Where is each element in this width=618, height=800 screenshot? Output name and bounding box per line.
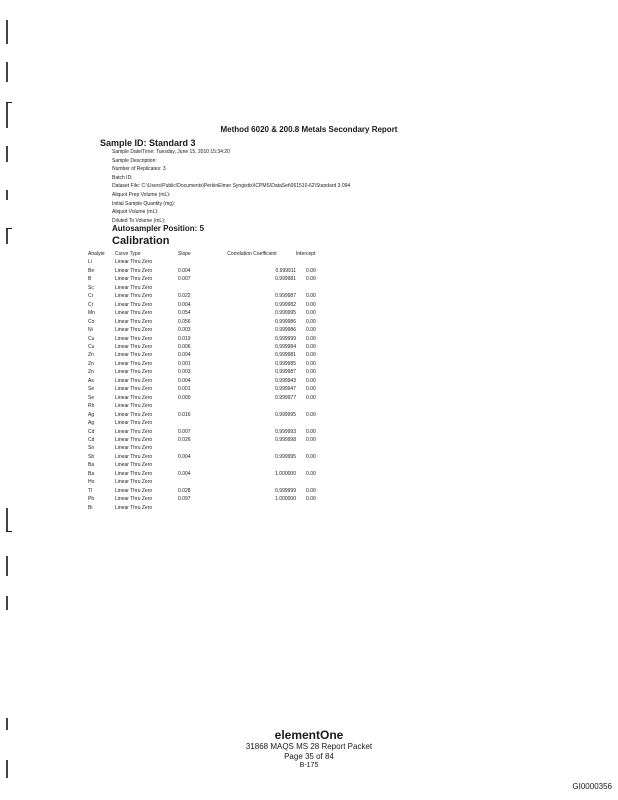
table-row [88,326,326,334]
cell-analyte: Ni [88,327,93,334]
cell-intercept: 0.00 [306,377,316,384]
table-row [88,495,326,503]
cell-slope: 0.022 [178,293,191,300]
cell-slope: 0.016 [178,411,191,418]
table-row [88,343,326,351]
cell-correlation [208,284,296,292]
table-row [88,385,326,393]
cell-analyte: Mn [88,310,95,317]
binding-mark [6,228,8,244]
cell-correlation: 1.000000 [275,496,296,503]
cell-analyte: Ba [88,470,95,477]
calibration-table [88,250,326,512]
meta-sample-description: Sample Description: [112,157,157,164]
cell-slope: 0.000 [178,394,191,401]
table-row [88,428,326,436]
cell-intercept: 0.00 [306,436,316,443]
table-row [88,411,326,419]
cell-slope: 0.001 [178,386,191,393]
cell-correlation: 0.999995 [275,411,296,418]
cell-curve-type: Linear Thru Zero [115,470,153,477]
cell-slope [178,444,208,452]
cell-intercept [296,258,326,266]
cell-analyte: B [88,276,92,283]
cell-intercept: 0.00 [306,343,316,350]
cell-slope: 0.019 [178,335,191,342]
table-row [88,318,326,326]
table-row [88,419,326,427]
cell-curve-type: Linear Thru Zero [115,284,153,291]
cell-analyte: Be [88,267,95,274]
cell-correlation: 0.999995 [275,310,296,317]
cell-correlation [208,419,296,427]
cell-intercept: 0.00 [306,318,316,325]
column-header-correlation: Correlation Coefficient [227,251,277,257]
report-title: Method 6020 & 200.8 Metals Secondary Report [220,125,398,134]
brand-name: elementOne [274,728,344,742]
cell-slope: 0.004 [178,377,191,384]
cell-slope: 0.003 [178,369,191,376]
cell-intercept [296,504,326,512]
cell-correlation: 0.999987 [275,369,296,376]
cell-correlation: 0.999985 [275,360,296,367]
cell-curve-type: Linear Thru Zero [115,335,153,342]
cell-slope: 0.004 [178,301,191,308]
cell-correlation: 0.999998 [275,436,296,443]
cell-curve-type: Linear Thru Zero [115,403,153,410]
cell-slope: 0.054 [178,310,191,317]
binding-mark [6,102,12,103]
table-row [88,478,326,486]
meta-dataset-file: Dataset File: C:\Users\Public\Documents\PerkinElmer Syngistix\ICPMS\DataSet\061510-62\Standard 3.094 [112,183,351,190]
cell-correlation: 0.999986 [275,318,296,325]
cell-correlation: 0.999981 [275,276,296,283]
cell-analyte: Zn [88,369,94,376]
cell-intercept: 0.00 [306,394,316,401]
table-row [88,301,326,309]
cell-slope: 0.097 [178,496,191,503]
table-row [88,470,326,478]
cell-slope: 0.007 [178,428,191,435]
bates-b-number: B-175 [299,762,319,769]
cell-slope: 0.056 [178,318,191,325]
table-row [88,453,326,461]
cell-curve-type: Linear Thru Zero [115,496,153,503]
cell-intercept: 0.00 [306,386,316,393]
binding-mark [6,596,8,610]
cell-intercept: 0.00 [306,293,316,300]
cell-correlation: 1.000000 [275,470,296,477]
cell-intercept: 0.00 [306,453,316,460]
cell-intercept: 0.00 [306,360,316,367]
cell-intercept: 0.00 [306,428,316,435]
cell-analyte: Ba [88,462,95,469]
table-row [88,368,326,376]
table-row [88,275,326,283]
table-row [88,444,326,452]
cell-analyte: Cr [88,293,94,300]
cell-correlation: 0.999999 [275,335,296,342]
cell-slope: 0.004 [178,267,191,274]
cell-correlation [208,504,296,512]
cell-curve-type: Linear Thru Zero [115,411,153,418]
cell-correlation: 0.999986 [275,327,296,334]
cell-intercept: 0.00 [306,301,316,308]
cell-analyte: Cu [88,335,95,342]
cell-curve-type: Linear Thru Zero [115,445,153,452]
cell-correlation [208,258,296,266]
cell-intercept: 0.00 [306,335,316,342]
table-header-row [88,250,326,258]
cell-correlation: 0.999987 [275,293,296,300]
cell-curve-type: Linear Thru Zero [115,293,153,300]
binding-mark [6,20,8,44]
cell-intercept [296,461,326,469]
cell-curve-type: Linear Thru Zero [115,301,153,308]
report-packet-label: 31868 MAQS MS 28 Report Packet [245,742,373,751]
cell-slope: 0.006 [178,343,191,350]
cell-intercept [296,444,326,452]
column-header-curve-type: Curve Type [115,251,141,257]
cell-correlation: 0.999993 [275,428,296,435]
cell-intercept: 0.00 [306,470,316,477]
cell-analyte: Li [88,259,92,266]
cell-analyte: Cd [88,436,95,443]
table-row [88,504,326,512]
cell-curve-type: Linear Thru Zero [115,377,153,384]
column-header-slope: Slope [178,251,191,257]
cell-curve-type: Linear Thru Zero [115,386,153,393]
cell-curve-type: Linear Thru Zero [115,327,153,334]
cell-analyte: Cu [88,343,95,350]
binding-mark [6,62,8,82]
cell-intercept: 0.00 [306,276,316,283]
cell-intercept [296,419,326,427]
table-row [88,487,326,495]
cell-analyte: Ag [88,420,95,427]
cell-slope [178,419,208,427]
cell-analyte: Se [88,386,95,393]
table-row [88,351,326,359]
cell-curve-type: Linear Thru Zero [115,360,153,367]
binding-mark [6,190,8,200]
meta-aliquot-prep-volume: Aliquot Prep Volume (mL): [112,191,171,198]
cell-curve-type: Linear Thru Zero [115,267,153,274]
cell-intercept: 0.00 [306,487,316,494]
cell-slope: 0.001 [178,360,191,367]
binding-mark [6,146,8,162]
meta-initial-quantity: Initial Sample Quantity (mg): [112,200,176,207]
cell-analyte: Se [88,394,95,401]
cell-analyte: Sb [88,453,95,460]
meta-aliquot-volume: Aliquot Volume (mL): [112,209,159,216]
cell-correlation: 0.999981 [275,352,296,359]
cell-correlation [208,478,296,486]
cell-intercept: 0.00 [306,310,316,317]
cell-slope: 0.004 [178,470,191,477]
cell-analyte: Bi [88,504,93,511]
cell-analyte: Zn [88,360,94,367]
table-row [88,267,326,275]
meta-replicates: Number of Replicates: 3 [112,166,166,173]
meta-batch-id: Batch ID: [112,174,133,181]
cell-curve-type: Linear Thru Zero [115,369,153,376]
cell-curve-type: Linear Thru Zero [115,428,153,435]
calibration-heading: Calibration [112,235,170,247]
cell-intercept: 0.00 [306,267,316,274]
cell-analyte: Pb [88,496,95,503]
table-row [88,402,326,410]
column-header-analyte: Analyte [88,251,105,257]
autosampler-position: Autosampler Position: 5 [112,224,205,233]
cell-analyte: Sc [88,284,94,291]
cell-analyte: Zn [88,352,94,359]
cell-slope [178,402,208,410]
cell-curve-type: Linear Thru Zero [115,504,153,511]
cell-analyte: Cd [88,428,95,435]
cell-correlation: 0.999911 [275,267,296,274]
cell-curve-type: Linear Thru Zero [115,487,153,494]
cell-curve-type: Linear Thru Zero [115,310,153,317]
cell-slope: 0.004 [178,352,191,359]
report-footer [0,728,618,769]
cell-intercept [296,478,326,486]
cell-slope [178,504,208,512]
cell-curve-type: Linear Thru Zero [115,479,153,486]
table-row [88,436,326,444]
column-header-intercept: Intercept [296,251,316,257]
cell-curve-type: Linear Thru Zero [115,394,153,401]
cell-slope: 0.026 [178,436,191,443]
table-row [88,335,326,343]
cell-correlation: 0.999947 [275,386,296,393]
cell-slope [178,284,208,292]
cell-correlation: 0.999995 [275,453,296,460]
table-row [88,258,326,266]
cell-slope: 0.003 [178,327,191,334]
cell-intercept: 0.00 [306,352,316,359]
sample-metadata [112,148,350,225]
cell-correlation: 0.999982 [275,301,296,308]
cell-analyte: Rh [88,403,95,410]
binding-mark [6,508,8,532]
binding-mark [6,531,12,532]
table-row [88,461,326,469]
cell-analyte: Ho [88,479,95,486]
binding-mark [6,556,8,576]
table-row [88,360,326,368]
table-row [88,292,326,300]
cell-curve-type: Linear Thru Zero [115,420,153,427]
cell-correlation: 0.999999 [275,487,296,494]
binding-mark [6,228,12,229]
cell-curve-type: Linear Thru Zero [115,259,153,266]
cell-intercept: 0.00 [306,411,316,418]
cell-curve-type: Linear Thru Zero [115,352,153,359]
cell-analyte: Co [88,318,95,325]
meta-diluted-volume: Diluted To Volume (mL): [112,217,166,224]
cell-intercept [296,284,326,292]
cell-intercept [296,402,326,410]
cell-slope [178,461,208,469]
table-row [88,309,326,317]
cell-slope [178,258,208,266]
table-row [88,377,326,385]
cell-intercept: 0.00 [306,369,316,376]
cell-correlation [208,444,296,452]
cell-correlation: 0.999943 [275,377,296,384]
cell-analyte: Tl [88,487,93,494]
cell-correlation [208,461,296,469]
sample-id: Sample ID: Standard 3 [100,138,196,148]
table-row [88,394,326,402]
cell-correlation [208,402,296,410]
page-number: Page 35 of 84 [284,752,334,761]
cell-intercept: 0.00 [306,327,316,334]
table-row [88,284,326,292]
cell-curve-type: Linear Thru Zero [115,276,153,283]
cell-slope: 0.007 [178,276,191,283]
cell-curve-type: Linear Thru Zero [115,436,153,443]
cell-analyte: Cr [88,301,94,308]
cell-curve-type: Linear Thru Zero [115,343,153,350]
cell-analyte: Ag [88,411,95,418]
cell-slope: 0.028 [178,487,191,494]
cell-analyte: As [88,377,94,384]
cell-correlation: 0.999984 [275,343,296,350]
meta-sample-datetime: Sample Date/Time: Tuesday, June 15, 2010 15:34:20 [112,149,230,155]
cell-correlation: 0.999977 [275,394,296,401]
cell-intercept: 0.00 [306,496,316,503]
cell-analyte: Sn [88,445,95,452]
cell-curve-type: Linear Thru Zero [115,318,153,325]
cell-curve-type: Linear Thru Zero [115,462,153,469]
bates-number: GI0000356 [572,782,612,791]
calibration-table-body [88,258,326,512]
cell-curve-type: Linear Thru Zero [115,453,153,460]
cell-slope: 0.004 [178,453,191,460]
cell-slope [178,478,208,486]
